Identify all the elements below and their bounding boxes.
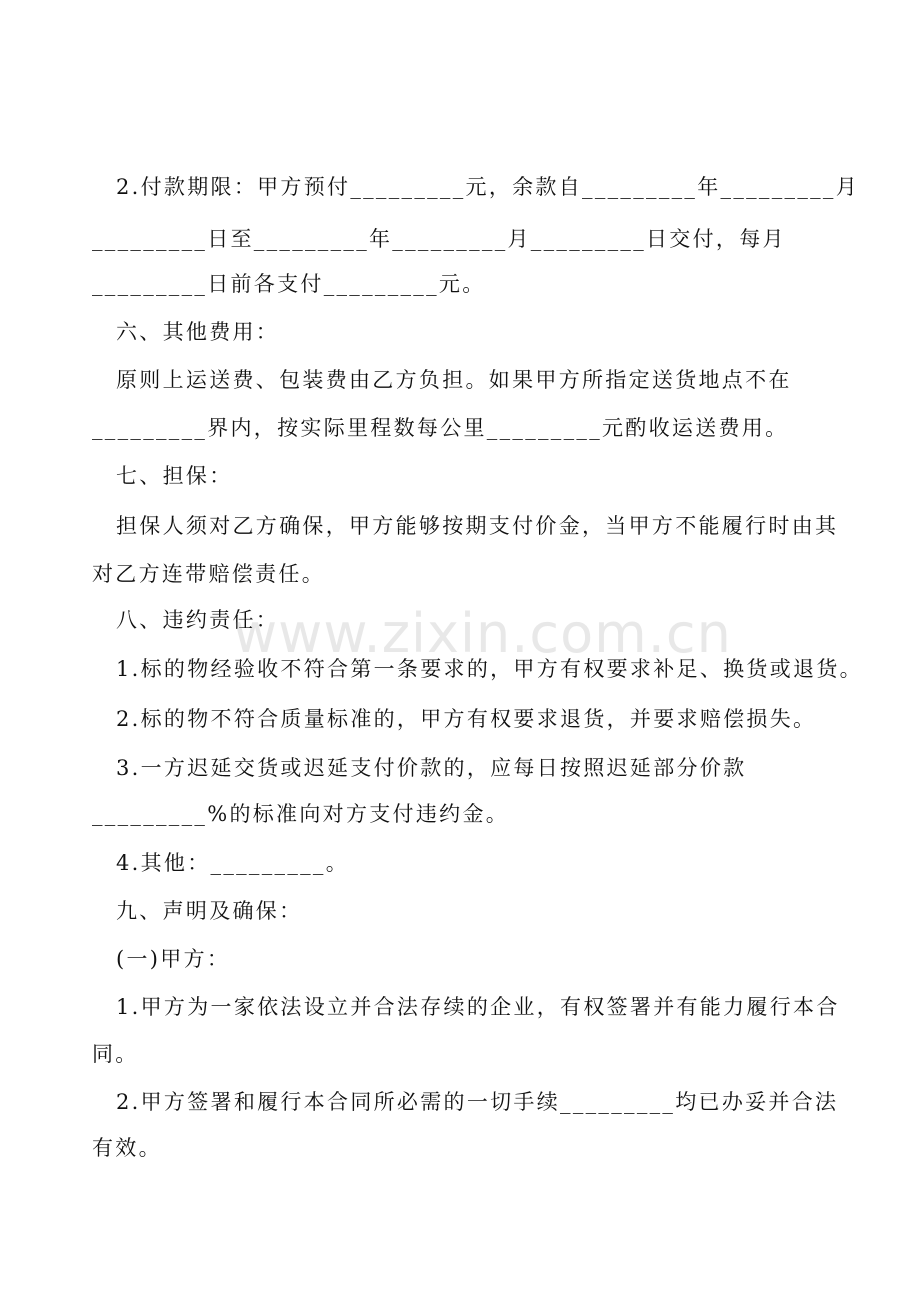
declaration-item-2-line-1: 2.甲方签署和履行本合同所必需的一切手续_________均已办妥并合法	[116, 1090, 839, 1114]
guarantee-line-1: 担保人须对乙方确保，甲方能够按期支付价金，当甲方不能履行时由其	[116, 514, 839, 538]
payment-term-line-2: _________日至_________年_________月_________日交付，每月	[92, 227, 786, 251]
guarantee-line-2: 对乙方连带赔偿责任。	[92, 562, 325, 586]
other-fees-line-1: 原则上运送费、包装费由乙方负担。如果甲方所指定送货地点不在	[116, 368, 792, 392]
declaration-item-2-line-2: 有效。	[92, 1136, 162, 1160]
section-heading-guarantee: 七、担保：	[116, 464, 233, 488]
section-heading-declarations: 九、声明及确保：	[116, 899, 303, 923]
breach-item-1: 1.标的物经验收不符合第一条要求的，甲方有权要求补足、换货或退货。	[116, 657, 863, 681]
payment-term-line-3: _________日前各支付_________元。	[92, 272, 486, 296]
breach-item-2: 2.标的物不符合质量标准的，甲方有权要求退货，并要求赔偿损失。	[116, 707, 817, 731]
breach-item-4: 4.其他：_________。	[116, 851, 350, 875]
breach-item-3-line-1: 3.一方迟延交货或迟延支付价款的，应每日按照迟延部分价款	[116, 756, 747, 780]
payment-term-line-1: 2.付款期限：甲方预付_________元，余款自_________年_________月	[116, 175, 860, 199]
section-heading-other-fees: 六、其他费用：	[116, 320, 280, 344]
other-fees-line-2: _________界内，按实际里程数每公里_________元酌收运送费用。	[92, 416, 789, 440]
declaration-item-1-line-2: 同。	[92, 1042, 139, 1066]
subsection-party-a: (一)甲方：	[116, 947, 231, 971]
section-heading-breach: 八、违约责任：	[116, 608, 280, 632]
declaration-item-1-line-1: 1.甲方为一家依法设立并合法存续的企业，有权签署并有能力履行本合	[116, 995, 840, 1019]
watermark: www.zixin.com.cn	[233, 602, 732, 665]
breach-item-3-line-2: _________%的标准向对方支付违约金。	[92, 802, 510, 826]
